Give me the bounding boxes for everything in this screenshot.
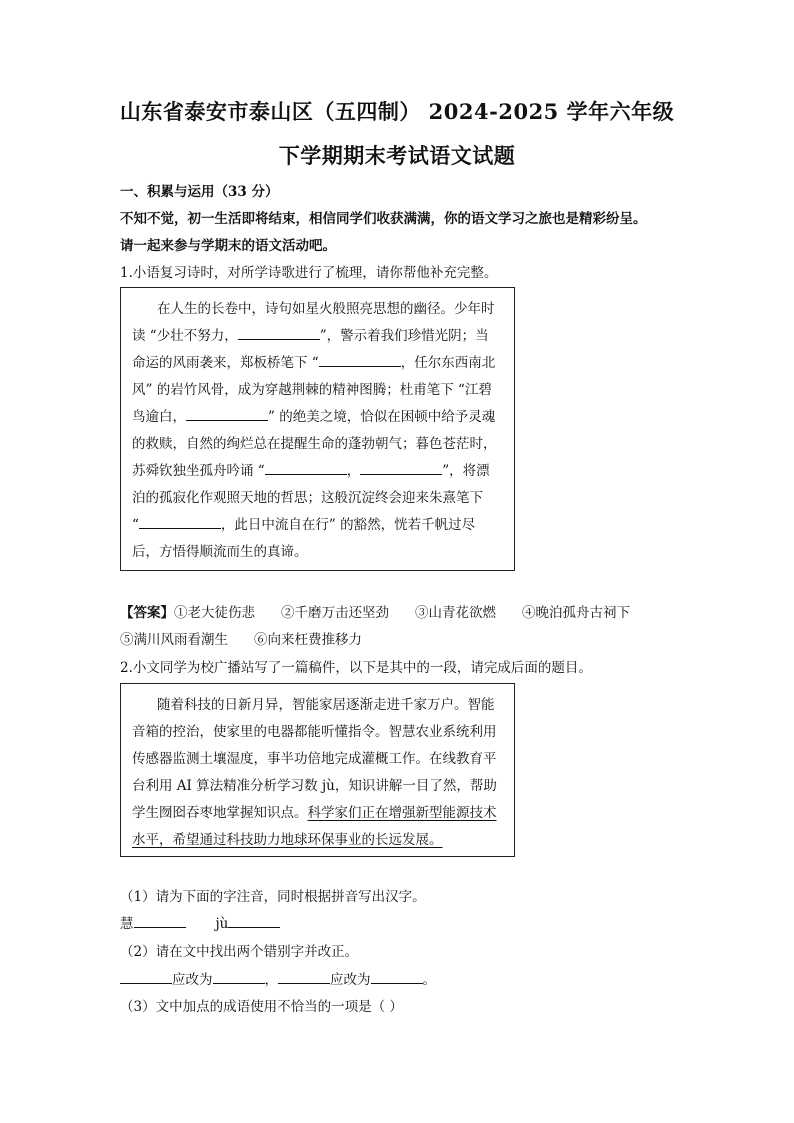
- fill-blank-5[interactable]: [360, 462, 442, 475]
- passage2-line: 学生囫囵吞枣地掌握知识点。科学家们正在增强新型能源技术: [132, 805, 497, 821]
- answer-row-2: [120, 628, 362, 648]
- answer-item: ⑤满川风雨看潮生: [120, 632, 228, 648]
- answer-item: ③山青花欲燃: [415, 605, 496, 621]
- exam-title-line2: 下学期期末考试语文试题: [278, 143, 516, 168]
- passage1-line: 风” 的岩竹风骨，成为穿越荆棘的精神图腾；杜甫笔下 “江碧: [132, 382, 492, 398]
- correct-char-blank-2[interactable]: [371, 971, 423, 984]
- answer-row-1: [120, 601, 630, 621]
- question-2-prompt: 2.小文同学为校广播站写了一篇稿件，以下是其中的一段，请完成后面的题目。: [120, 660, 592, 676]
- passage1-line: 在人生的长卷中，诗句如星火般照亮思想的幽径。少年时: [157, 301, 495, 317]
- question-2-passage-box: [120, 683, 515, 857]
- wrong-char-blank-2[interactable]: [278, 971, 330, 984]
- fill-blank-1[interactable]: [238, 327, 320, 340]
- underlined-sentence: 科学家们正在增强新型能源技术: [307, 805, 497, 821]
- passage1-line: 泊的孤寂化作观照天地的哲思；这般沉淀终会迎来朱熹笔下: [132, 490, 483, 506]
- answer-item: ②千磨万击还坚劲: [281, 605, 389, 621]
- passage1-line: 后，方悟得顺流而生的真谛。: [132, 544, 308, 560]
- passage1-line: 鸟逾白， ” 的绝美之境，恰似在困顿中给予灵魂: [132, 409, 496, 425]
- question-2-sub1: （1）请为下面的字注音，同时根据拼音写出汉字。: [120, 889, 426, 905]
- passage1-line: 读 “少壮不努力， ”，警示着我们珍惜光阴；当: [132, 328, 489, 344]
- exam-title-line1: 山东省泰安市泰山区（五四制） 2024-2025 学年六年级: [119, 99, 675, 124]
- question-2-sub2-answer: 应改为 ， 应改为 。: [120, 968, 436, 988]
- question-1-passage-box: [120, 287, 515, 571]
- wrong-char-blank-1[interactable]: [120, 971, 172, 984]
- pinyin-blank[interactable]: [134, 915, 186, 928]
- passage1-line: 的救赎，自然的绚烂总在提醒生命的蓬勃朝气；暮色苍茫时，: [132, 436, 497, 452]
- section-intro-line1: 不知不觉，初一生活即将结束，相信同学们收获满满，你的语文学习之旅也是精彩纷呈。: [120, 211, 647, 227]
- section-heading: 一、积累与运用（33 分）: [120, 184, 279, 200]
- underlined-sentence: 水平，希望通过科技助力地球环保事业的长远发展。: [132, 832, 443, 848]
- question-2-sub3: （3）文中加点的成语使用不恰当的一项是（ ）: [120, 999, 403, 1015]
- passage2-line: 随着科技的日新月异，智能家居逐渐走进千家万户。智能: [157, 697, 495, 713]
- question-2-sub2: （2）请在文中找出两个错别字并改正。: [120, 944, 359, 960]
- section-intro-line2: 请一起来参与学期末的语文活动吧。: [120, 238, 336, 254]
- passage2-line: 音箱的控治，使家里的电器都能听懂指令。智慧农业系统利用: [132, 724, 497, 740]
- question-2-sub1-answer: 慧 jù: [120, 912, 280, 932]
- fill-blank-3[interactable]: [186, 408, 268, 421]
- answer-item: ④晚泊孤舟古祠下: [522, 605, 630, 621]
- fill-blank-4[interactable]: [265, 462, 347, 475]
- fill-blank-6[interactable]: [139, 516, 221, 529]
- answer-label: 【答案】: [120, 605, 174, 621]
- passage2-line: 传感器监测土壤湿度，事半功倍地完成灌概工作。在线教育平: [132, 751, 497, 767]
- answer-item: ⑥向来枉费推移力: [254, 632, 362, 648]
- passage1-line: 苏舜钦独坐孤舟吟诵 “ ， ”，将漂: [132, 463, 490, 479]
- fill-blank-2[interactable]: [319, 354, 401, 367]
- question-1-prompt: 1.小语复习诗时，对所学诗歌进行了梳理，请你帮他补充完整。: [120, 265, 498, 281]
- hanzi-blank[interactable]: [228, 915, 280, 928]
- answer-item: ①老大徒伤悲: [174, 605, 255, 621]
- passage2-line: 台利用 AI 算法精准分析学习数 jù，知识讲解一目了然，帮助: [132, 778, 497, 794]
- passage1-line: 命运的风雨袭来，郑板桥笔下 “ ，任尔东西南北: [132, 355, 496, 371]
- correct-char-blank-1[interactable]: [213, 971, 265, 984]
- passage1-line: “ ，此日中流自在行” 的豁然，恍若千帆过尽: [132, 517, 476, 533]
